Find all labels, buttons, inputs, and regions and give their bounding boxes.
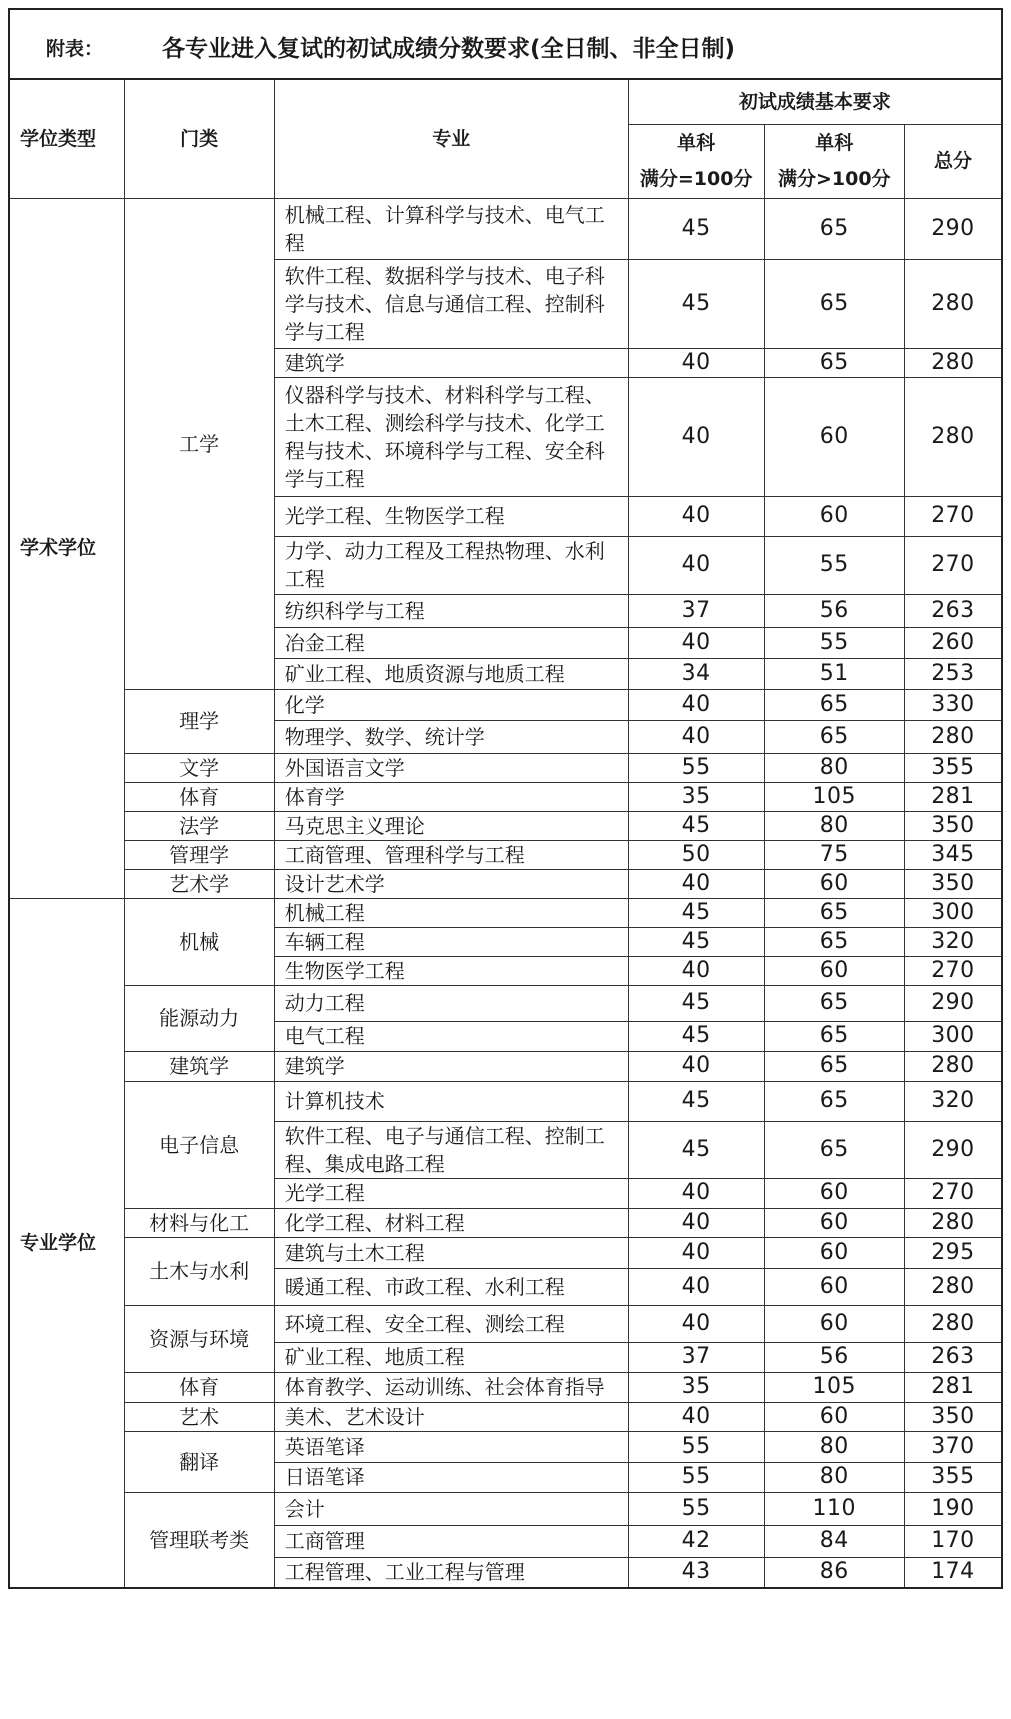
major-cell: 外国语言文学 xyxy=(274,753,628,782)
single-over-score-cell: 80 xyxy=(764,753,904,782)
table-row xyxy=(9,898,1002,927)
table-row xyxy=(9,811,1002,840)
total-score-cell: 280 xyxy=(904,1268,1002,1305)
major-cell: 机械工程、计算科学与技术、电气工程 xyxy=(274,198,628,259)
total-score-cell: 190 xyxy=(904,1492,1002,1525)
total-score-cell: 350 xyxy=(904,869,1002,898)
table-row xyxy=(9,1372,1002,1402)
major-cell: 矿业工程、地质资源与地质工程 xyxy=(274,658,628,689)
title-bar xyxy=(8,8,1003,78)
single-100-score-cell: 45 xyxy=(628,198,764,259)
single-100-score-cell: 37 xyxy=(628,594,764,627)
single-over-score-cell: 80 xyxy=(764,1431,904,1462)
single-100-score-cell: 40 xyxy=(628,1402,764,1431)
single-100-score-cell: 40 xyxy=(628,536,764,594)
single-over-score-cell: 110 xyxy=(764,1492,904,1525)
major-cell: 设计艺术学 xyxy=(274,869,628,898)
single-over-score-cell: 60 xyxy=(764,1178,904,1208)
major-cell: 马克思主义理论 xyxy=(274,811,628,840)
single-over-score-cell: 60 xyxy=(764,1402,904,1431)
total-score-cell: 290 xyxy=(904,1121,1002,1178)
total-score-cell: 281 xyxy=(904,782,1002,811)
title-prefix: 附表： xyxy=(46,38,104,60)
single-100-score-cell: 40 xyxy=(628,348,764,377)
single-over-score-cell: 86 xyxy=(764,1557,904,1588)
header-single-100-line2: 满分=100分 xyxy=(639,168,753,190)
header-total: 总分 xyxy=(904,124,1002,198)
category-cell: 艺术学 xyxy=(124,869,274,898)
category-cell: 体育 xyxy=(124,782,274,811)
score-table xyxy=(8,78,1003,1589)
table-row xyxy=(9,1208,1002,1237)
single-100-score-cell: 40 xyxy=(628,869,764,898)
single-over-score-cell: 80 xyxy=(764,1462,904,1492)
category-cell: 管理联考类 xyxy=(124,1492,274,1588)
header-single-100-line1: 单科 xyxy=(677,132,716,154)
single-100-score-cell: 45 xyxy=(628,1081,764,1121)
single-over-score-cell: 60 xyxy=(764,1208,904,1237)
category-cell: 法学 xyxy=(124,811,274,840)
table-row xyxy=(9,869,1002,898)
major-cell: 化学 xyxy=(274,689,628,720)
major-cell: 体育学 xyxy=(274,782,628,811)
major-cell: 光学工程、生物医学工程 xyxy=(274,496,628,536)
single-over-score-cell: 56 xyxy=(764,594,904,627)
total-score-cell: 280 xyxy=(904,720,1002,753)
major-cell: 工程管理、工业工程与管理 xyxy=(274,1557,628,1588)
total-score-cell: 280 xyxy=(904,348,1002,377)
category-cell: 电子信息 xyxy=(124,1081,274,1208)
table-row xyxy=(9,1051,1002,1081)
category-cell: 工学 xyxy=(124,198,274,689)
total-score-cell: 270 xyxy=(904,1178,1002,1208)
category-cell: 材料与化工 xyxy=(124,1208,274,1237)
single-100-score-cell: 45 xyxy=(628,811,764,840)
total-score-cell: 300 xyxy=(904,1021,1002,1051)
major-cell: 动力工程 xyxy=(274,985,628,1021)
table-row xyxy=(9,1081,1002,1121)
single-100-score-cell: 40 xyxy=(628,1178,764,1208)
major-cell: 电气工程 xyxy=(274,1021,628,1051)
table-row xyxy=(9,1431,1002,1462)
total-score-cell: 295 xyxy=(904,1237,1002,1268)
single-over-score-cell: 65 xyxy=(764,689,904,720)
single-over-score-cell: 65 xyxy=(764,259,904,348)
total-score-cell: 280 xyxy=(904,377,1002,496)
single-over-score-cell: 65 xyxy=(764,927,904,956)
major-cell: 化学工程、材料工程 xyxy=(274,1208,628,1237)
single-100-score-cell: 40 xyxy=(628,1305,764,1342)
header-degree-type: 学位类型 xyxy=(9,79,124,198)
major-cell: 力学、动力工程及工程热物理、水利工程 xyxy=(274,536,628,594)
single-over-score-cell: 65 xyxy=(764,1051,904,1081)
degree-type-cell: 学术学位 xyxy=(9,198,124,898)
total-score-cell: 263 xyxy=(904,1342,1002,1372)
category-cell: 体育 xyxy=(124,1372,274,1402)
major-cell: 软件工程、数据科学与技术、电子科学与技术、信息与通信工程、控制科学与工程 xyxy=(274,259,628,348)
single-over-score-cell: 60 xyxy=(764,1305,904,1342)
table-row xyxy=(9,985,1002,1021)
single-100-score-cell: 40 xyxy=(628,720,764,753)
total-score-cell: 270 xyxy=(904,956,1002,985)
page-title: 各专业进入复试的初试成绩分数要求(全日制、非全日制) xyxy=(162,36,736,62)
major-cell: 物理学、数学、统计学 xyxy=(274,720,628,753)
total-score-cell: 300 xyxy=(904,898,1002,927)
category-cell: 管理学 xyxy=(124,840,274,869)
total-score-cell: 280 xyxy=(904,259,1002,348)
single-100-score-cell: 40 xyxy=(628,627,764,658)
major-cell: 英语笔译 xyxy=(274,1431,628,1462)
header-major: 专业 xyxy=(274,79,628,198)
single-100-score-cell: 55 xyxy=(628,1431,764,1462)
category-cell: 理学 xyxy=(124,689,274,753)
single-100-score-cell: 40 xyxy=(628,956,764,985)
total-score-cell: 320 xyxy=(904,927,1002,956)
single-over-score-cell: 60 xyxy=(764,869,904,898)
single-100-score-cell: 45 xyxy=(628,1121,764,1178)
total-score-cell: 260 xyxy=(904,627,1002,658)
table-body xyxy=(9,198,1002,1588)
major-cell: 仪器科学与技术、材料科学与工程、土木工程、测绘科学与技术、化学工程与技术、环境科学与工程、安全科学与工程 xyxy=(274,377,628,496)
single-100-score-cell: 45 xyxy=(628,927,764,956)
single-100-score-cell: 43 xyxy=(628,1557,764,1588)
single-over-score-cell: 60 xyxy=(764,956,904,985)
major-cell: 建筑学 xyxy=(274,1051,628,1081)
major-cell: 美术、艺术设计 xyxy=(274,1402,628,1431)
header-single-100 xyxy=(628,124,764,198)
single-100-score-cell: 55 xyxy=(628,753,764,782)
table-row xyxy=(9,1305,1002,1342)
table-row xyxy=(9,198,1002,259)
table-row xyxy=(9,782,1002,811)
single-over-score-cell: 65 xyxy=(764,348,904,377)
total-score-cell: 270 xyxy=(904,536,1002,594)
total-score-cell: 290 xyxy=(904,985,1002,1021)
table-row xyxy=(9,1492,1002,1525)
single-100-score-cell: 55 xyxy=(628,1462,764,1492)
total-score-cell: 263 xyxy=(904,594,1002,627)
header-requirement-group: 初试成绩基本要求 xyxy=(628,79,1002,124)
single-100-score-cell: 40 xyxy=(628,496,764,536)
single-100-score-cell: 40 xyxy=(628,1051,764,1081)
single-100-score-cell: 45 xyxy=(628,1021,764,1051)
single-100-score-cell: 42 xyxy=(628,1525,764,1557)
single-100-score-cell: 55 xyxy=(628,1492,764,1525)
major-cell: 建筑与土木工程 xyxy=(274,1237,628,1268)
score-requirements-sheet xyxy=(8,8,1003,1589)
total-score-cell: 280 xyxy=(904,1208,1002,1237)
major-cell: 计算机技术 xyxy=(274,1081,628,1121)
total-score-cell: 270 xyxy=(904,496,1002,536)
single-over-score-cell: 80 xyxy=(764,811,904,840)
major-cell: 冶金工程 xyxy=(274,627,628,658)
total-score-cell: 290 xyxy=(904,198,1002,259)
single-100-score-cell: 35 xyxy=(628,782,764,811)
single-100-score-cell: 45 xyxy=(628,898,764,927)
total-score-cell: 350 xyxy=(904,1402,1002,1431)
single-over-score-cell: 65 xyxy=(764,720,904,753)
single-over-score-cell: 60 xyxy=(764,496,904,536)
single-100-score-cell: 45 xyxy=(628,985,764,1021)
major-cell: 日语笔译 xyxy=(274,1462,628,1492)
major-cell: 环境工程、安全工程、测绘工程 xyxy=(274,1305,628,1342)
category-cell: 艺术 xyxy=(124,1402,274,1431)
total-score-cell: 174 xyxy=(904,1557,1002,1588)
major-cell: 会计 xyxy=(274,1492,628,1525)
table-row xyxy=(9,689,1002,720)
major-cell: 生物医学工程 xyxy=(274,956,628,985)
total-score-cell: 355 xyxy=(904,1462,1002,1492)
single-over-score-cell: 105 xyxy=(764,1372,904,1402)
single-over-score-cell: 75 xyxy=(764,840,904,869)
total-score-cell: 320 xyxy=(904,1081,1002,1121)
total-score-cell: 281 xyxy=(904,1372,1002,1402)
degree-type-cell: 专业学位 xyxy=(9,898,124,1588)
single-100-score-cell: 40 xyxy=(628,1237,764,1268)
single-over-score-cell: 65 xyxy=(764,1121,904,1178)
single-over-score-cell: 55 xyxy=(764,536,904,594)
single-over-score-cell: 56 xyxy=(764,1342,904,1372)
total-score-cell: 350 xyxy=(904,811,1002,840)
category-cell: 机械 xyxy=(124,898,274,985)
single-over-score-cell: 60 xyxy=(764,377,904,496)
single-over-score-cell: 65 xyxy=(764,898,904,927)
total-score-cell: 280 xyxy=(904,1305,1002,1342)
total-score-cell: 370 xyxy=(904,1431,1002,1462)
category-cell: 翻译 xyxy=(124,1431,274,1492)
single-100-score-cell: 45 xyxy=(628,259,764,348)
header-single-over xyxy=(764,124,904,198)
major-cell: 机械工程 xyxy=(274,898,628,927)
single-100-score-cell: 40 xyxy=(628,377,764,496)
table-row xyxy=(9,840,1002,869)
single-100-score-cell: 40 xyxy=(628,1208,764,1237)
header-category: 门类 xyxy=(124,79,274,198)
total-score-cell: 253 xyxy=(904,658,1002,689)
category-cell: 建筑学 xyxy=(124,1051,274,1081)
single-over-score-cell: 65 xyxy=(764,1081,904,1121)
category-cell: 资源与环境 xyxy=(124,1305,274,1372)
major-cell: 光学工程 xyxy=(274,1178,628,1208)
single-100-score-cell: 37 xyxy=(628,1342,764,1372)
single-over-score-cell: 65 xyxy=(764,985,904,1021)
major-cell: 纺织科学与工程 xyxy=(274,594,628,627)
single-over-score-cell: 60 xyxy=(764,1237,904,1268)
total-score-cell: 280 xyxy=(904,1051,1002,1081)
category-cell: 土木与水利 xyxy=(124,1237,274,1305)
header-single-over-line1: 单科 xyxy=(815,132,854,154)
single-over-score-cell: 84 xyxy=(764,1525,904,1557)
major-cell: 车辆工程 xyxy=(274,927,628,956)
total-score-cell: 170 xyxy=(904,1525,1002,1557)
single-over-score-cell: 51 xyxy=(764,658,904,689)
total-score-cell: 345 xyxy=(904,840,1002,869)
table-row xyxy=(9,1237,1002,1268)
total-score-cell: 330 xyxy=(904,689,1002,720)
single-100-score-cell: 50 xyxy=(628,840,764,869)
table-row xyxy=(9,1402,1002,1431)
major-cell: 工商管理、管理科学与工程 xyxy=(274,840,628,869)
major-cell: 工商管理 xyxy=(274,1525,628,1557)
total-score-cell: 355 xyxy=(904,753,1002,782)
single-100-score-cell: 34 xyxy=(628,658,764,689)
major-cell: 体育教学、运动训练、社会体育指导 xyxy=(274,1372,628,1402)
single-over-score-cell: 60 xyxy=(764,1268,904,1305)
major-cell: 暖通工程、市政工程、水利工程 xyxy=(274,1268,628,1305)
single-over-score-cell: 55 xyxy=(764,627,904,658)
major-cell: 软件工程、电子与通信工程、控制工程、集成电路工程 xyxy=(274,1121,628,1178)
single-over-score-cell: 105 xyxy=(764,782,904,811)
table-row xyxy=(9,753,1002,782)
single-over-score-cell: 65 xyxy=(764,198,904,259)
category-cell: 能源动力 xyxy=(124,985,274,1051)
category-cell: 文学 xyxy=(124,753,274,782)
single-100-score-cell: 35 xyxy=(628,1372,764,1402)
major-cell: 矿业工程、地质工程 xyxy=(274,1342,628,1372)
single-100-score-cell: 40 xyxy=(628,1268,764,1305)
major-cell: 建筑学 xyxy=(274,348,628,377)
single-over-score-cell: 65 xyxy=(764,1021,904,1051)
single-100-score-cell: 40 xyxy=(628,689,764,720)
header-single-over-line2: 满分>100分 xyxy=(777,168,891,190)
